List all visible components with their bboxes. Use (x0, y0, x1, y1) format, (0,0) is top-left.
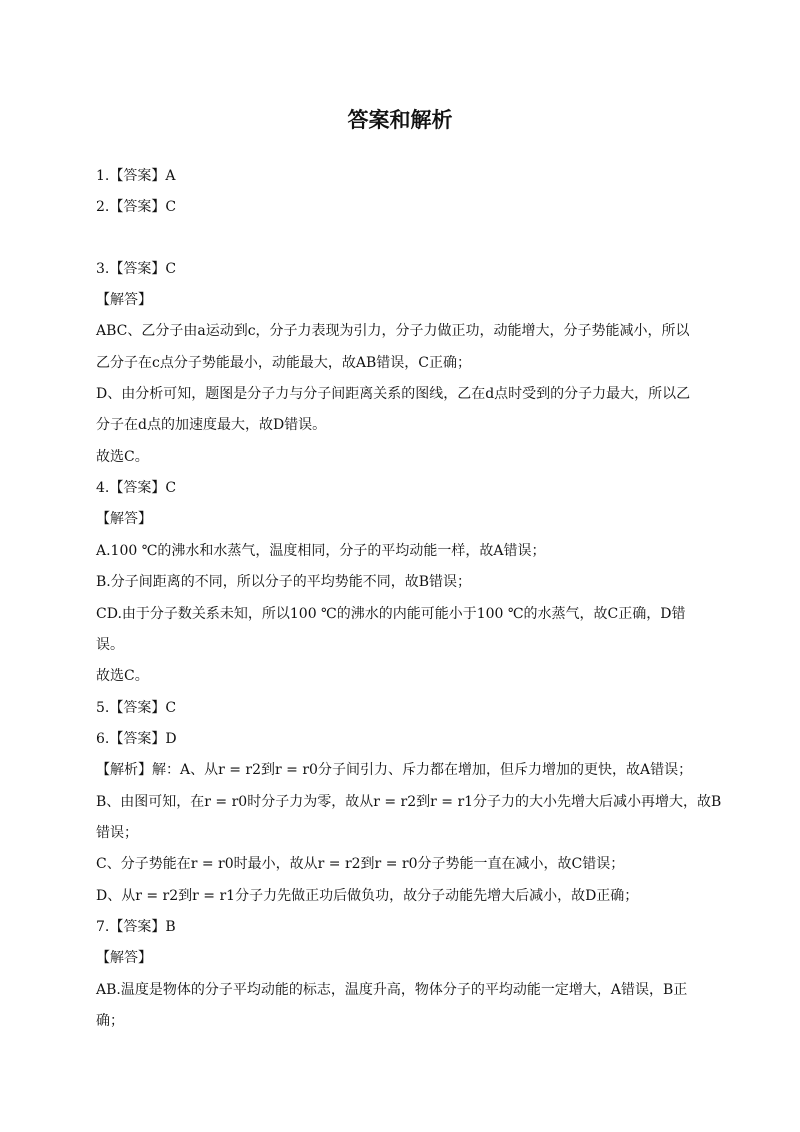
solution-text: D、由分析可知，题图是分子力与分子间距离关系的图线，乙在d点时受到的分子力最大，所以乙 (96, 386, 691, 402)
analysis-text: 【解析】解：A、从r = r2到r = r0分子间引力、斥力都在增加，但斥力增加的更快，故A错误； (96, 762, 693, 778)
answer-line-1: 1.【答案】A (96, 168, 176, 184)
solution-text: 分子在d点的加速度最大，故D错误。 (96, 417, 327, 433)
answer-line-3: 3.【答案】C (96, 261, 177, 277)
answer-line-5: 5.【答案】C (96, 700, 177, 716)
solution-text: 乙分子在c点分子势能最小，动能最大，故AB错误，C正确； (96, 355, 471, 371)
answer-line-7: 7.【答案】B (96, 919, 176, 935)
analysis-text: B、由图可知，在r = r0时分子力为零，故从r = r2到r = r1分子力的大小先增大后减小再增大，故B (96, 794, 722, 810)
conclusion-text: 故选C。 (96, 668, 149, 684)
analysis-text: 错误； (96, 825, 138, 841)
solution-text: 误。 (96, 637, 124, 653)
answer-line-2: 2.【答案】C (96, 199, 177, 215)
solution-heading: 【解答】 (96, 950, 152, 966)
conclusion-text: 故选C。 (96, 449, 149, 465)
solution-text: ABC、乙分子由a运动到c，分子力表现为引力，分子力做正功，动能增大，分子势能减小，所以 (96, 323, 690, 339)
answer-line-4: 4.【答案】C (96, 480, 177, 496)
solution-text: 确； (96, 1013, 124, 1029)
solution-text: A.100 ℃的沸水和水蒸气，温度相同，分子的平均动能一样，故A错误； (96, 543, 546, 559)
solution-heading: 【解答】 (96, 292, 152, 308)
analysis-text: C、分子势能在r = r0时最小，故从r = r2到r = r0分子势能一直在减小，故C错误； (96, 856, 625, 872)
analysis-text: D、从r = r2到r = r1分子力先做正功后做负功，故分子动能先增大后减小，故D正确； (96, 888, 639, 904)
page-title: 答案和解析 (347, 108, 453, 132)
solution-text: B.分子间距离的不同，所以分子的平均势能不同，故B错误； (96, 574, 472, 590)
solution-heading: 【解答】 (96, 511, 152, 527)
answer-line-6: 6.【答案】D (96, 731, 177, 747)
solution-text: AB.温度是物体的分子平均动能的标志，温度升高，物体分子的平均动能一定增大，A错误，B正 (96, 982, 688, 998)
solution-text: CD.由于分子数关系未知，所以100 ℃的沸水的内能可能小于100 ℃的水蒸气，故C正确，D错 (96, 606, 686, 622)
